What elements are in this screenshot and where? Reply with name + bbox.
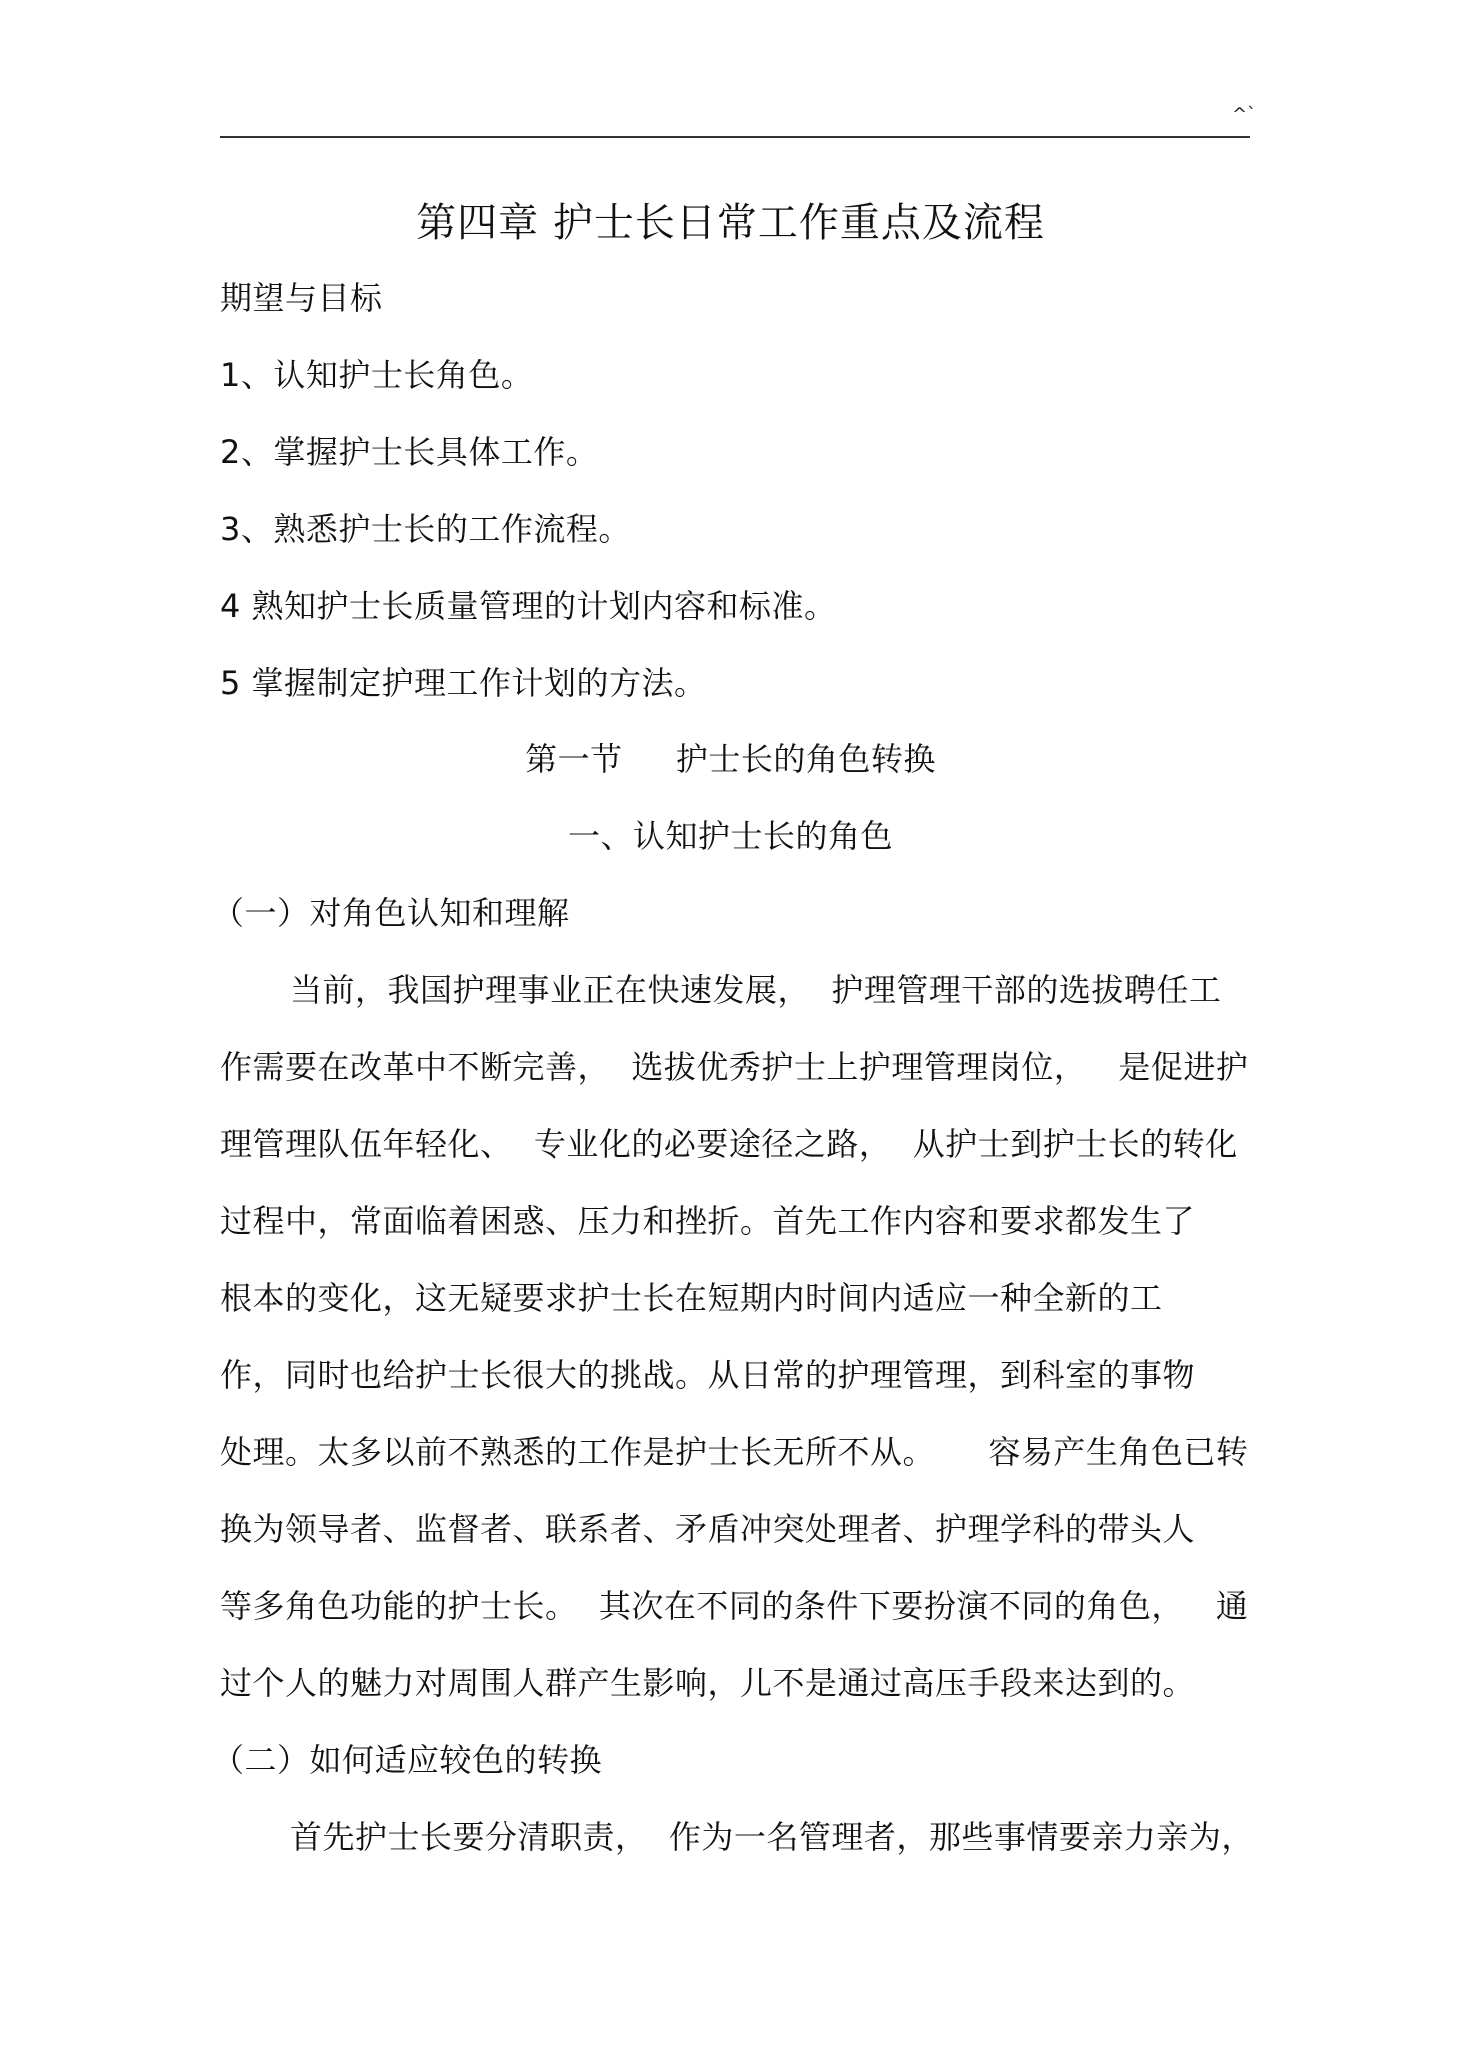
paragraph-line: 首先护士长要分清职责， 作为一名管理者，那些事情要亲力亲为， [290,1818,1254,1856]
paragraph-line: 根本的变化，这无疑要求护士长在短期内时间内适应一种全新的工 [220,1279,1163,1317]
paragraph-line: 理管理队伍年轻化、 专业化的必要途径之路， 从护士到护士长的转化 [220,1125,1238,1163]
objective-item: 4 熟知护士长质量管理的计划内容和标准。 [220,587,837,625]
paragraph-line: 作，同时也给护士长很大的挑战。从日常的护理管理，到科室的事物 [220,1356,1196,1394]
subsection-title: 一、认知护士长的角色 [567,817,893,855]
header-mark: ^` [1232,104,1257,125]
header-rule [220,136,1250,138]
paragraph-line: 当前，我国护理事业正在快速发展， 护理管理干部的选拔聘任工 [290,971,1222,1009]
section-title: 第一节 护士长的角色转换 [525,740,936,778]
objective-item: 2、掌握护士长具体工作。 [220,433,599,471]
objective-item: 3、熟悉护士长的工作流程。 [220,510,631,548]
paragraph-line: 过程中，常面临着困惑、压力和挫折。首先工作内容和要求都发生了 [220,1202,1196,1240]
objective-item: 1、认知护士长角色。 [220,356,534,394]
objective-item: 5 掌握制定护理工作计划的方法。 [220,664,707,702]
part1-heading: （一）对角色认知和理解 [212,894,570,932]
paragraph-line: 作需要在改革中不断完善， 选拔优秀护士上护理管理岗位， 是促进护 [220,1048,1249,1086]
paragraph-line: 过个人的魅力对周围人群产生影响，儿不是通过高压手段来达到的。 [220,1664,1196,1702]
objectives-heading: 期望与目标 [220,279,383,317]
chapter-title: 第四章 护士长日常工作重点及流程 [416,200,1045,246]
paragraph-line: 处理。太多以前不熟悉的工作是护士长无所不从。 容易产生角色已转 [220,1433,1249,1471]
part2-heading: （二）如何适应较色的转换 [212,1741,603,1779]
paragraph-line: 换为领导者、监督者、联系者、矛盾冲突处理者、护理学科的带头人 [220,1510,1196,1548]
paragraph-line: 等多角色功能的护士长。 其次在不同的条件下要扮演不同的角色， 通 [220,1587,1249,1625]
